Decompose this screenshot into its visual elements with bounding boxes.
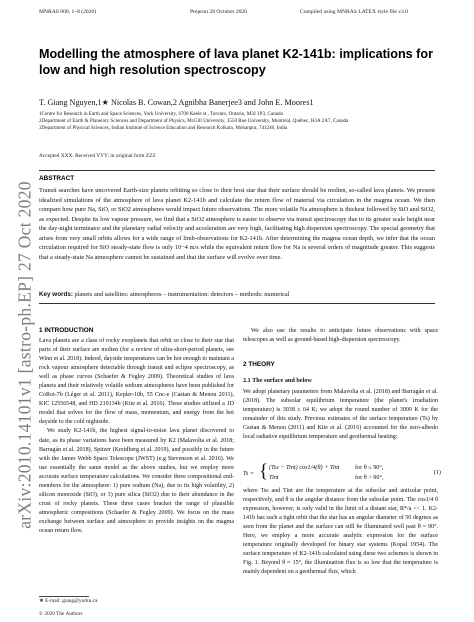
copyright: © 2020 The Authors [39,611,83,617]
arxiv-id: arXiv:2010.14101v1 [astro-ph.EP] 27 Oct 2020 [14,181,35,529]
equation-case-2-condition: for θ > 90°, [355,474,384,481]
equation-brace: { [259,461,269,482]
theory-heading: 2 THEORY [243,361,275,368]
affiliation-2: 2Department of Earth & Planetary Sciences and Department of Physics, McGill University, 3550 Rue University, Montréal, Québec, H3A 2A7, Canada [39,118,349,124]
equation-lhs: Ts = [243,470,255,477]
author-list: T. Giang Nguyen,1★ Nicolas B. Cowan,2 Agnibha Banerjee3 and John E. Moores1 [39,98,314,107]
keywords-label: Key words: [39,291,73,298]
footnote-rule [39,596,89,597]
right-paragraph-2: where Tss and Tint are the temperature at the subsolar and antisolar point, respectively, and θ is the angular distance from the subsolar point. The cos1/4 θ expression, however, is only valid in the limit of a distant star, R*/a << 1. K2-141b has such a tight orbit that the star has an angular diameter of 50 degrees as seen from the planet and the surface can still be illuminated well past θ = 90°. Here, we employ a more accurate analytic expression for the surface temperature originally developed for binary star systems (Kopal 1954). The surface temperature of K2-141b calculated using these two schemes is shown in Fig. 1. Beyond θ ≈ 15°, the illumination flux is so low that the temperature is mainly dependent on a geothermal flux, which [243,488,438,576]
introduction-heading: 1 INTRODUCTION [39,327,94,334]
arxiv-stamp [8,160,42,550]
abstract-text: Transit searches have uncovered Earth-size planets orbiting so close to their host star that their surface should be molten, so-called lava planets. We present idealized simulations of the atmosphere of lava planet K2-141b and calculate the return flow of material via circulation in the magma ocean. We then compare how pure Na, SiO, or SiO2 atmospheres would impact future observations. The more volatile Na atmosphere is thickest followed by SiO and SiO2, as expected. Despite its low vapour pressure, we find that a SiO2 atmosphere is easier to observe via transit spectroscopy due to its greater scale height near the day-night terminator and the planetary radial velocity and acceleration are very high, facilitating high dispersion spectroscopy. The special geometry that arises from very small orbits allows for a wide range of limb-observations for K2-141b. After determining the magma ocean depth, we infer that the ocean circulation required for SiO steady-state flow is only 10−4 m/s while the equivalent return flow for Na is several orders of magnitude greater. This suggests that a steady-state Na atmosphere cannot be sustained and that the surface will evolve over time. [39,187,435,261]
equation-case-1-condition: for θ ≤ 90°, [355,464,384,471]
journal-header: MNRAS 000, 1–8 (2020) [39,9,97,15]
equation-case-1: (Tss − Tint) cos1/4(θ) + Tint [269,464,340,471]
footnote-email: ★ E-mail: giang@yorku.ca [39,598,98,604]
right-col-theory [243,388,438,442]
right-col-continued [243,487,438,577]
abstract-top-rule [39,170,435,171]
abstract-bottom-rule [39,303,435,304]
accepted-line: Accepted XXX. Received YYY; in original form ZZZ [39,153,156,159]
affiliation-3: 3Department of Physical Sciences, Indian Institute of Science Education and Research Kolkata, Mohanpur, 741246, India [39,125,288,131]
abstract-heading: ABSTRACT [39,175,75,182]
affiliation-1: 1Centre for Research in Earth and Space Sciences, York University, 4700 Keele st., Toronto, Ontario, M3J 1P3, Canada [39,111,283,117]
keywords-line [39,291,435,298]
paper-title: Modelling the atmosphere of lava planet K2-141b: implications for low and high resolution spectroscopy [39,47,433,77]
equation-number: (1) [433,469,441,476]
preprint-date: Preprint 28 October 2020 [190,9,248,15]
introduction-body [39,337,234,536]
compile-note: Compiled using MNRAS LATEX style file v3.0 [300,9,408,15]
intro-paragraph-2: We study K2-141b, the highest signal-to-noise lava planet discovered to date, as its phase variations have been measured by K2 (Malavolta et al. 2018; Barragán et al. 2018), Spitzer (Kreidberg et al. 2019), and possibly in the future with the James Webb Space Telescope (JWST) (e.g Stevenson et al. 2016). We use essentially the same model as the above studies, but we employ more accurate surface temperature calculations. We consider three compositional end-members for the atmosphere: 1) pure sodium (Na), due to its high volatility, 2) silicon monoxide (SiO), or 3) pure silica (SiO2) due to their abundance in the crust of rocky planets. These three cases bracket the range of plausible atmospheric compositions (Schaefer & Fegley 2009). We focus on the mass exchange between surface and atmosphere to provide insights on the magma ocean return flow. [39,428,234,534]
right-paragraph-0: We also use the results to anticipate future observations with space telescopes as well as ground-based high-dispersion spectroscopy. [243,328,438,344]
surface-subheading: 2.1 The surface and below [243,377,312,384]
keywords-text: planets and satellites: atmospheres – instrumentation: detectors – methods: numerical [74,291,290,298]
right-col-top [243,327,438,345]
equation-case-2: Tint [269,474,279,481]
right-paragraph-1: We adopt planetary parameters from Malavolta et al. (2018) and Barragán et al. (2018). The subsolar equilibrium temperature (the planet's irradiation temperature) is 3038 ± 64 K; we adopt the round number of 3000 K for the remainder of this study. Previous estimates of the surface temperature (Ts) by Castan & Menou (2011) and Kite et al. (2016) accounted for the zero-albedo local radiative equilibrium temperature and geothermal heating: [243,389,438,441]
intro-paragraph-1: Lava planets are a class of rocky exoplanets that orbit so close to their star that parts of their surface are molten (for a review of ultra-short-period planets, see Winn et al. 2018). Indeed, dayside temperatures can be hot enough to maintain a rock vapour atmosphere detectable through transit and eclipse spectroscopy, as well as phase curves (Schaefer & Fegley 2009). Theoretical studies of lava planets and their relatively volatile sodium atmospheres have been published for CoRot-7b (Léger et al. 2011), Kepler-10b, 55 Cnc-e (Castan & Menou 2011), KIC 12556548, and HD 219134b (Kite et al. 2016). These studies utilized a 1D model that solves for the flow of mass, momentum, and energy from the hot dayside to the cold nightside. [39,338,234,426]
